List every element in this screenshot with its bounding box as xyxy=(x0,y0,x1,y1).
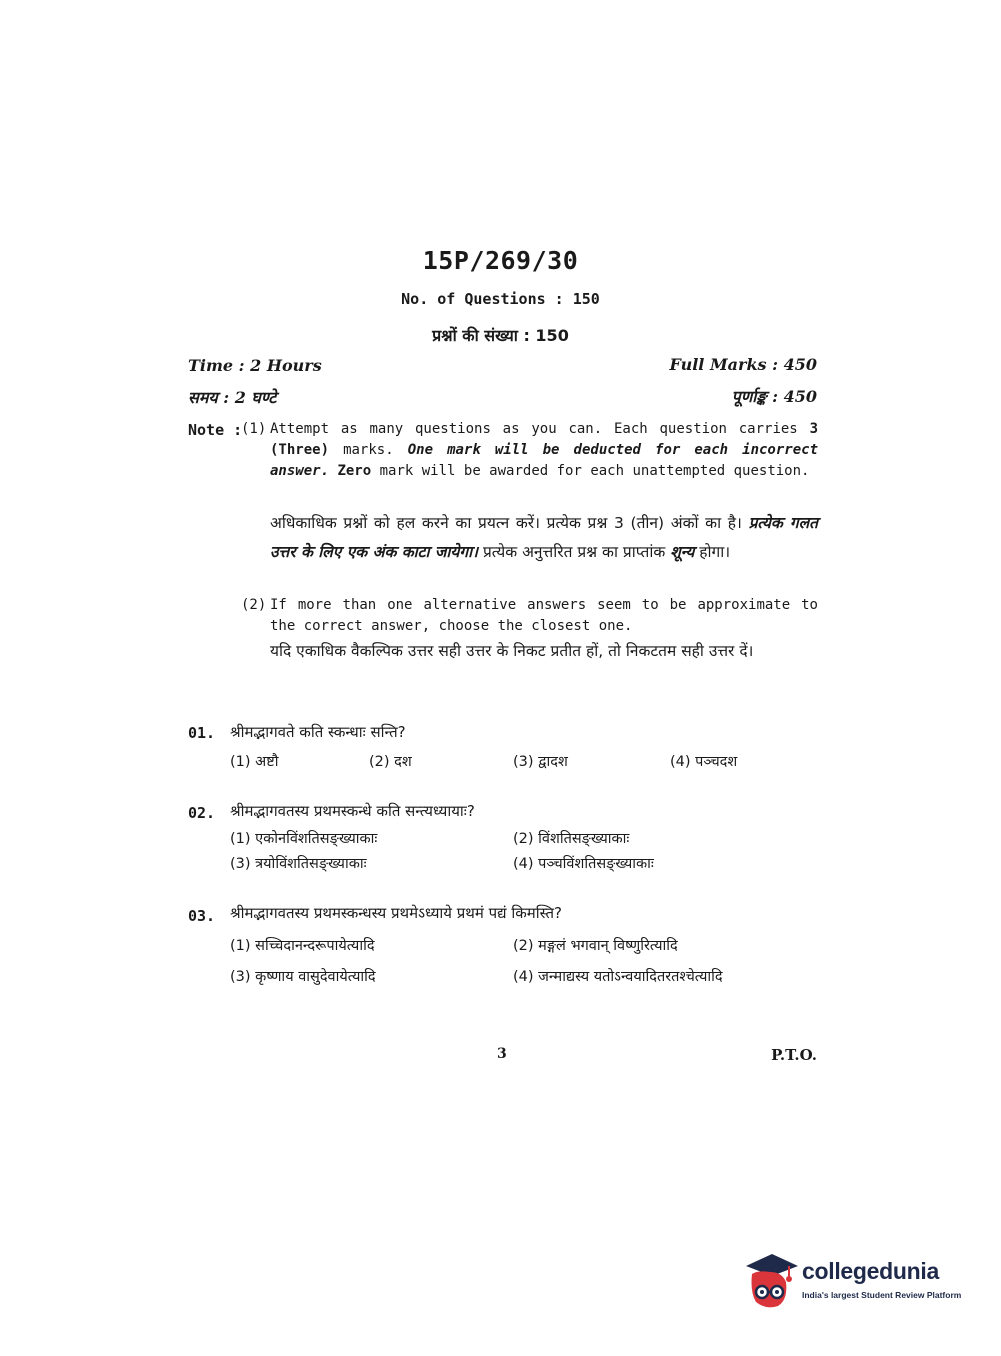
question-text: श्रीमद्भागवतस्य प्रथमस्कन्धस्य प्रथमेऽध्याये प्रथमं पद्यं किमस्ति? xyxy=(230,904,562,922)
brand-name: collegedunia xyxy=(802,1258,939,1284)
pto-marker: P.T.O. xyxy=(771,1046,817,1064)
option-4: (4) पञ्चदश xyxy=(670,754,738,770)
note-number-1: (1) xyxy=(241,421,267,437)
question-number: 01. xyxy=(188,724,216,742)
option-1: (1) सच्चिदानन्दरूपायेत्यादि xyxy=(230,938,375,954)
option-3: (3) कृष्णाय वासुदेवायेत्यादि xyxy=(230,969,376,985)
time-english: Time : 2 Hours xyxy=(188,356,322,375)
note-label: Note : xyxy=(188,421,243,439)
option-3: (3) त्रयोविंशतिसङ्ख्याकाः xyxy=(230,856,367,872)
option-1: (1) अष्टौ xyxy=(230,754,279,770)
paper-code: 15P/269/30 xyxy=(422,246,579,275)
question-number: 02. xyxy=(188,804,216,822)
question-number: 03. xyxy=(188,907,216,925)
time-hindi: समय : 2 घण्टे xyxy=(188,388,277,407)
note-2-hindi: यदि एकाधिक वैकल्पिक उत्तर सही उत्तर के निकट प्रतीत हों, तो निकटतम सही उत्तर दें। xyxy=(270,642,754,660)
mascot-logo-icon xyxy=(742,1252,800,1312)
option-4: (4) पञ्चविंशतिसङ्ख्याकाः xyxy=(513,856,654,872)
page-number: 3 xyxy=(497,1046,507,1062)
note-1-hindi: अधिकाधिक प्रश्नों को हल करने का प्रयत्न करें। प्रत्येक प्रश्न 3 (तीन) अंकों का है। प्रत्येक गलत उत्तर के लिए एक अंक काटा जायेगा। प्रत्येक अनुत्तरित प्रश्न का प्राप्तांक शून्य होगा। xyxy=(270,514,818,561)
option-4: (4) जन्माद्यस्य यतोऽन्वयादितरतश्चेत्यादि xyxy=(513,969,723,985)
full-marks-hindi: पूर्णाङ्क : 450 xyxy=(731,387,817,406)
collegedunia-watermark xyxy=(742,1252,972,1312)
option-2: (2) दश xyxy=(369,754,412,770)
option-1: (1) एकोनविंशतिसङ्ख्याकाः xyxy=(230,831,378,847)
note-2-english: If more than one alternative answers seem to be approximate to the correct answer, choose the closest one. xyxy=(270,597,818,634)
question-count-hindi: प्रश्नों की संख्या : 150 xyxy=(432,326,569,345)
brand-tagline: India's largest Student Review Platform xyxy=(802,1290,962,1300)
option-2: (2) मङ्गलं भगवान् विष्णुरित्यादि xyxy=(513,938,678,954)
note-1-english: Attempt as many questions as you can. Each question carries 3 (Three) marks. One mark will be deducted for each incorrect answer. Zero mark will be awarded for each unattempted question. xyxy=(270,421,818,479)
option-2: (2) विंशतिसङ्ख्याकाः xyxy=(513,831,630,847)
question-count-english: No. of Questions : 150 xyxy=(401,290,600,308)
question-text: श्रीमद्भागवतस्य प्रथमस्कन्धे कति सन्त्यध्यायाः? xyxy=(230,802,475,820)
note-number-2: (2) xyxy=(241,597,267,613)
full-marks-english: Full Marks : 450 xyxy=(669,355,817,374)
question-text: श्रीमद्भागवते कति स्कन्धाः सन्ति? xyxy=(230,723,406,741)
option-3: (3) द्वादश xyxy=(513,754,568,770)
